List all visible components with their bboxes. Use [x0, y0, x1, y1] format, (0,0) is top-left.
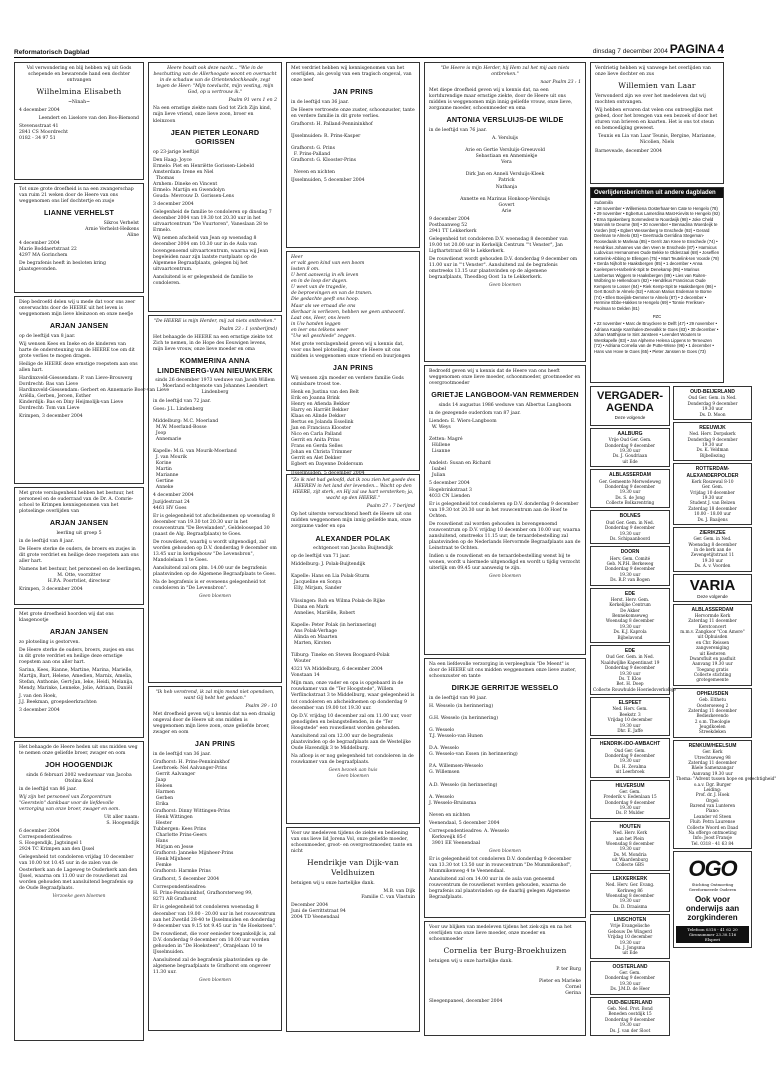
ogo-logo: OGO	[688, 856, 737, 881]
agenda-details: Herv. Gem. Comité Geb. N.P.H. Berkeweg Donderdag 9 december 19.30 uur Ds. R.P. van Bogen	[604, 555, 656, 583]
agenda-details: Oud Ger. Gem. in Ned. Donderdag 9 december 19.30 uur Ds. D. Moon	[687, 395, 738, 417]
agenda-place: REEUWIJK	[699, 424, 726, 431]
column-3	[286, 62, 420, 1042]
agenda-place: ALBLASSERDAM	[609, 472, 651, 479]
agenda-place: BOLNES	[619, 513, 641, 520]
agenda-place: HENDRIK-IDO-AMBACHT	[599, 741, 661, 748]
page-number: 4	[717, 42, 724, 56]
obituary-antonia-versluijs: "De Heere is mijn Herder, hij Hem zal het mij aan niets ontbreken." naar Psalm 23 : 1 Met diepe droefheid geven wij u kennis dat, na een kortdurendige maar ernstige ziekte, door de Heere uit ons midden is weggenomen mijn innig geliefde vrouw, onze lieve, zorgzame moeder, schoonmoeder en oma ANTONIA VERSLUIJS-DE WILDE in de leeftijd van 76 jaar. A. Versluijs Arie en Gertie Versluijs-Greeuvold Sebastiaan en Annemiekje Vera Dirk Jan en Anneli Versluijs-Kleek Patrick Nathanja Annette en Marinus Honkoop-Versluijs Govert Arie 9 december 2004 Postbaanweg 52 2941 TT Lekkerkerk Gelegenheid tot condoleren D.V. woensdag 8 december van 19.00 tot 20.00 uur in Kerkelijk Centrum "'t Venster", Jan Ligthartstraat 68 te Lekkerkerk. De rouwdienst wordt gehouden D.V. donderdag 9 december om 11.00 uur in "'t Venster". Aansluitend zal de begrafenis omstreeks 13.15 uur plaatsvinden op de algemene begraafplaats, Theodbog Oost 1a te Lekkerkerk. Geen bloemen	[424, 62, 586, 362]
agenda-entry	[590, 997, 670, 1036]
ogo-advertisement: OGO Stichting Ontmoeting Gereformeerde Ouderen Ook voor onderwijs aan zorgkinderen Telefoon 0318 - 41 62 20 Gironummer 23.30.116 Elspeet	[673, 851, 752, 948]
dateline: dinsdag 7 december 2004 PAGINA 4	[592, 42, 724, 56]
obituary-arjan-jansen-1: Diep bedroefd delen wij u mede dat voor ons zeer onverwachts door de HEERE uit het leven is weggenomen mijn lieve kleinzoon en onze neefje ARJAN JANSEN op de leeftijd van 8 jaar. Wij wensen Kees en Ineke en de kinderen van harte de ondersteuning van de HEERE toe om dit grote verlies te mogen dragen. Heilige de HEERE deze ernstige roepstem aan ons allen hart. Hardinxveld-Giessendam: P. van Lieve-Brouwerg Dordrecht: Bas van Lieve Hardinxveld-Giessendam: Gerbert en Annemarie Boer-van Lieve Ariëlla, Gerben, Jeroen, Esther Kinderdijk: Bas en Diny Heijmolijk-van Lieve Dordrecht: Tom van Lieve Krimpen, 3 december 2004	[14, 296, 144, 484]
agenda-place: EDE	[624, 647, 636, 654]
obituary-jan-prins-family: "Ik heb verotrend, ik zal mijn mond niet opendoen, want Gij hebt het gedaan." Psalm 39 : 10 Met droefheid geven wij u kennis dat na een draaiig ongeval door de Heere uit ons midden is weggenomen mijn lieve zoon, onze geliefde broer, zwager en oom JAN PRINS in de leeftijd van 36 jaar. Grafhorst: H. Prins-Pennininkhof Leerbroek: Nel Aalvanger-Prins Gerrit Aalvanger Jaap Heleen Harmen Gerben Erika Grafhorst: Dinny Wittingen-Prins Henk Wittingen Hester Tubbergen: Kees Prins Charlotte Prins-Geers Hans Mirjam en Jesse Grafhorst: Janneke Mijnheer-Prins Henk Mijnheer Femke Grafhorst: Harmke Prins Grafhorst, 5 december 2004 Correspondentieadres: H. Prins-Pennininkhof, Grafhorsterweg 99, 8271 AB Grafhorst Er is gelegenheid tot condoleren woensdag 8 december van 19.00 - 20.00 uur in het rouwcentrum aan het Zwetild 28-40 te IJsselmuiden en donderdag 9 december van 9.15 tot 9.45 uur in "de Hoeksteen". De rouwdienst, die voor eenieder toegankelijk is, zal D.V. donderdag 9 december om 10.00 uur worden gehouden in "De Hoeksteen", Oranjelaan 10 te IJsselmuiden. Aansluitend zal de begrafenis plaatsvinden op de algemene begraafplaats te Grafhorst om ongeveer 11.30 uur. Geen bloemen	[148, 686, 282, 1031]
agenda-place: OOSTERLAND	[612, 963, 648, 970]
obituaries-other-papers: Overlijdensberichten uit andere dagbladen Subamilia • 28 november • Willemiena Oosterhaar-ten Cate te Hengelo (78) • 29 november • Egbertus Lamerdina Mast-Kievits te Hengelo (92) • Erna Spakenberg Sommedest te Noordwijk (98) • Joke Cheld Mannink te Deurne (58) • 30 november • Bennadina Woerdeijk te Vorden (83) • Egbert Wessenberg te Enschede (92) • Gerard Deelman te Almelo (83) • Geertruida Gerridina Stegeman-Roosedaals te Marleaa (85) • Gerrit Jan Knee te Enschede (74) • Hendrikus Johannes van den Veen te Enschede (87) • Harmicus Ludovicus Hernanomes Oude Bekke te Oldenzaal (68) • Joseffien Ketterink-Abbing te Ellengen (75) • Mart Teutelink-ten Voorde (78) • Gerda Nijholt te Haaksbergen (85) • 1 december • Anna Koelenpers-Harberink-Spit te Denekamp (95) • Marinus Lambertus Wiggers te Haaksbergen (89) • Lies van Ruiten-Wolbring te Hellendoorn (82) • Hendrikus Franciscus Oude Kempers te Losser (84) • Riek Kemp-Spit te Haaksbergen (86) • Gert Bosch te Almelo (52) • Antoon Marius Endeman te Borne (74) • Ellen Boeijink-Demmer te Almelo (87) • 2 december • Hermine Ebbe-Hakkes te Hengelo (69) • Tonnie Freriksen-Poolman te Delden (81) PZC • 22 november • Marc de Bruyckere te Delft (47) • 29 november • Adriana Kaatje Karnhalen-Zeevalkk te Goes (83) • 30 december • Johan Matthijsse te Sint Jansteen • Leendert Wouters te Westkapelle (83) • Jan Alpheme Helena Lippens te Terneuzen (72) • Adriana Cornelia van de Putte-Wisse (96) • 1 december • Hans van Hove te Goes (65) • Pieter Janssen te Goes (73)	[590, 187, 724, 383]
thanks-hendrikje-van-dijk: Voor uw medeleven tijdens de ziekte en bediening van ons lieve lid Jorena Vol, onze geliefde moeder, schoonmoeder, groot- en overgrootmoeder, tante en nicht Hendrikje van Dijk-van Veldhuizen betuigen wij u onze hartelijke dank. M.B. van Dijk Familie C. van Vlastuin December 2004 Juni de Gerrittstraat 94 2004 TD Veenendaal	[286, 827, 420, 1032]
agenda-entry	[673, 604, 752, 686]
agenda-details: Ger. Kerk Utrechtseweg 98 Zaterdag 11 december Bäele Samenzangar Aanvang 19.30 uur Thema: "Advent tussen hope en gerechtigheid" o.a.v. Dgr. Burger Leiding: Prof. dr. J. Hoek Orgel: Barend van Lunteren Piano: Leander vd Steen Fluit: Petra Laurense Collecte Woord en Daad Na offergo ontmoeting Info: Joost Fransje Tel. 0318 - 41 63 84	[676, 749, 776, 846]
obituary-dirkje-wesselo: Na een liefdevolle verzorging in verpleeghuis "De Meent" is door de HEERE uit ons midden weggenomen onze lieve zuster, schoonzuster en tante DIRKJE GERRITJE WESSELO in de leeftijd van 90 jaar. H. Wesselo (in herinnering) G.H. Wesselo (in herinnering) G. Wesselo T.J. Wesselo-van Hunen D.A. Wesselo G. Wesselo-van Essen (in herinnering) P.A. Willemsen-Wesselo G. Willemsen A.D. Wesselo (in herinnering) A. Wesselo J. Wesselo-Bruinsma Neven en nichten Veenendaal, 5 december 2004 Correspondentieadres: A. Wesselo Kerkweijk 85-f 3901 EE Veenendaal Geen bloemen Er is gelegenheid tot condoleren D.V. donderdag 9 december van 13.30 tot 13.50 uur in rouwcentrum "De Mummikenhof", Mummikenweg 4 te Veenendaal. Aansluitend zal om 14.00 uur in de aula van genoemd rouwcentrum de rouwdienst worden gehouden, waarna de begrafenis zal plaatsvinden op de daarbij gelegen Algemene Begraafplaats.	[424, 658, 586, 918]
agenda-place: RENKUM/HEELSUM	[688, 742, 737, 749]
agenda-details: Herst. Herv. Gem. Kerkelijke Centrum De Akker Bennekomseweg Woensdag 8 december 19.30 uur Ds. K.J. Kaprola Bijbelavond	[605, 596, 655, 640]
agenda-details: Hervormde Kerk Zaterdag 11 december Kerstconcert m.m.v. Zangkoor "Con Amore" uit Ophuisden en Chr. Reissen zangvereniging uit Kesteren Dwarsfluit en pasfluit Aanvang 19.30 uur Toegang gratis Collecte stichting grotegemeente	[680, 612, 745, 683]
agenda-entry	[590, 961, 670, 995]
agenda-details: Oud Ger. Gem. Donderdag 9 december 19.30 uur Ds. H. Zevalma uit Leerbroek	[604, 747, 656, 775]
thanks-willemien-van-laar: Verdrietig hebben wij vanwege het overlijden van onze lieve dochter en zus Willemien van Laar Verwonderd zijn we over het medeleven dat wij mochten ontvangen. Wij hebben ervaren dat velen ons ontroeglijks met gebed, door het brengen van een bezoek of door het sturen van brieven en kaarten. Het is ons tot steun en bemoediging geweest. Teunis en Lia van Laar Teunis, Bergine, Marianne, Nicolien, Niels Barneveade, december 2004	[590, 62, 724, 184]
agenda-entry	[590, 428, 670, 467]
agenda-place: HOUTEN	[619, 823, 641, 830]
obituary-joh-hoogendijk: Het behaagde de Heere heden uit ons midden weg te nemen onze geliefde broer, zwager en oom JOH HOOGENDIJK sinds 6 februari 2002 weduwnaar van Jacoba Otolina Kool in de leeftijd van 86 jaar. Wij zijn het personeel van Zorgcentrum "Geerstein" dankbaar voor de liefdevolle verzorging van onze broer, zwager en oom. Uit aller naam: S. Hoogendijk 6 december 2004 Correspondentieadres: S. Hoogendijk, Jagtsingel 1 2924 TC Krimpen aan den IJssel Gelegenheid tot condoleren vrijdag 10 december van 10.00 tot 10.45 uur in de zalen van de Oosterkerk aan de Lageweg te Ouderkerk aan den IJssel, waarna om 11.00 uur de rouwdienst zal worden gehouden met aansluitend begrafenis op de Oude Begraafplaats. Verzoeke geen bloemen	[14, 741, 144, 1041]
agenda-title: VERGADER-AGENDA Deze volgende	[590, 386, 670, 426]
thanks-cornelia-ter-burg: Voor uw blijken van medeleven tijdens het ziek-zijn en na het overlijden van onze lieve moeder, onze moeder en schoonmoeder Cornelia ter Burg-Broekhuizen betuigen wij u onze hartelijke dank. P. ter Burg Pieter en Marieke Cornel Gerina Sleegenpaneel, december 2004	[424, 921, 586, 1036]
agenda-place: AALBURG	[617, 430, 643, 437]
obituary-jean-gorissen: Heere houdt ook deze nacht... "Wie in de beschutting van de Allerhoogste woont en overnacht in de schaduw van de Orientendochkeade, zegt tegen de Heer: "Mijn toevlucht, mijn vesting, mijn God, op u vertrouw ik." Psalm 91 vers 1 en 2 Na een ernstige ziekte nam God tot Zich Zijn kind, mijn lieve vriend, onze lieve zoon, broer en kleinzoon JEAN PIETER LEONARD GORISSEN op 23-jarige leeftijd Den Haag: Joyce Ermelo: Piet en Henriëtte Gorissen-Liebeld Amsterdam: Irene en Niel Thomas Arnhem: Dineke en Vincent Ermelo: Martijn en Gwendolyn Gouda: Mevrouw D. Gorissen-Lens 3 december 2004 Gelegenheid de familie te condoleren op dinsdag 7 december 2004 van 19.30 tot 20.30 uur in het uitvaartcentrum "De Vuurtoren", Vaneslaan 28 te Ermelo. Wij nemen afscheid van Jean op woensdag 8 december 2004 om 10.30 uur in de Aula van bovengenoemd uitvaartcentrum, waarna wij Jean begeleiden naar zijn laatste rustplaats op de Algemene Begraafplaats, gelegen bij het uitvaartcentrum. Aansluitend is er gelegenheid de familie te condoleren.	[148, 62, 282, 312]
obituary-arjan-jansen-3: Met grote droefheid hoorden wij dat ons klasgenootje ARJAN JANSEN zo plotseling is gestorven. De Heere sterke de ouders, broers, zusjes en ons in dit grote verdriet en heilige deze ernstige roepstem aan ons aller hart. Sarina, Kees, Rianne, Martine, Marina, Marielle, Martijn, Bart, Helene, Amedien, Marnix, Amelia, Stefan, Anthonie, Gert-Jan, Ieke, Heidi, Melanija, Mendy, Marinke, Lenneke, Jolie, Adriaan, Daniël J. van den Hoek, J.J. Beekman, groepsleerkrachten 3 december 2004	[14, 608, 144, 738]
birth-announcement: Vol verwondering en blij hebben wij uit Gods schepende en bewarende hand een dochter ontvangen Wilhelmina Elisabeth ~Ninah~ 4 december 2004 Leendert en Liselore van den Bos-Biemond Stevensstraat 41 2841 CS Moordrecht 0182 - 34 97 51	[14, 62, 144, 180]
child-name: Wilhelmina Elisabeth	[36, 87, 122, 97]
obituary-kommerina-lindenberg: "De HEERE is mijn Herder, mij zal niets ontbreken." Psalm 23 : 1 (onberijmd) Het behaagde de HEERE na een ernstige ziekte tot Zich te nemen, in de Hope des Eeuwigen levens, mijn lieve vrouw, onze lieve moeder en oma KOMMERINA ANNA LINDENBERG-VAN NIEUWKERK sinds 26 december 1973 weduwe van Jacob Willem Moerland echtgenote van Johannes Leendert Lindenberg in de leeftijd van 72 jaar. Goes: J.L. Lindenberg Middelburg: M.C. Moerland M.W. Moerland-Bosse Joop Annemarie Kapelle: M.G. van Mourik-Moerland J. van Mourik Korine Martin Marianne Gertine Anneke 4 december 2004 Juzijdestraat 24 4461 HV Goes Er is gelegenheid tot afscheidnemen op woensdag 8 december van 19.30 tot 20.30 uur in het rouwcentrum "De Bevelanden", Geldeloosepad 30 (naast de Alg. Begraafplaats) te Goes. De rouwdienst, waarbij u wordt uitgenodigd, zal worden gehouden op D.V. donderdag 9 december om 13.45 uur in kerkgebouw "De Levensbron", Mandolelaan 1 te Goes. Aansluitend zal om plm. 14.00 uur de begrafenis plaatsvinden op de Algemene Begraafplaats te Goes. Na de begrafenis is er eveneens gelegenheid tot condoleren in "De Levensbron". Geen bloemen	[148, 315, 282, 683]
agenda-details: Ned. Herv. Kerk aan het Plein Woensdag 8 december 19.30 uur Ds. M. Mondria uit Waardenburg Collecte GBS	[605, 830, 655, 868]
meeting-agenda	[590, 386, 776, 1038]
agenda-place: OUD-BEIJERLAND	[607, 999, 653, 1006]
agenda-place: LINSCHOTEN	[613, 917, 647, 924]
agenda-place: OUD-BEIJERLAND	[690, 389, 735, 395]
agenda-entry	[590, 821, 670, 871]
obituary-arjan-jansen-2: Met grote verslagenheid hebben het bestuur, het personeel en de ouderraad van de Dr. A. Comrie-school te Krimpen kennisgenomen van het plotselinge overlijden van ARJAN JANSEN leerling uit groep 5 in de leeftijd van 8 jaar. De Heere sterke de ouders, de broers en zusjes in dit grote verdriet en heilige deze roepstem aan ons aller hart. Namens het bestuur, het personeel en de leerlingen, M. Otte, voorzitter H.P.A. Poortvliet, directeur Krimpen, 3 december 2004	[14, 487, 144, 605]
agenda-entry	[673, 386, 752, 420]
agenda-details: Ger. Gem. Donderdag 9 december 19.30 uur Ds. J.M.D. de Heer	[604, 970, 656, 992]
obituary-alexander-polak: "Zo ik niet had geloofd, dat ik zou zien het goede des HEEREN in het land der levenden... Wacht op den HEERE, zijt sterk, en Hij zal uw hart versterken; ja, wacht op den HEERE." Psalm 27 : 7 berijmd Op het uiterste verwachtend heeft de Heere uit ons midden weggenomen mijn innig geliefde man, onze zorgzame vader en opa ALEXANDER POLAK echtgenoot van Jacoba Buijtendijk op de leeftijd van 71 jaar. Middelburg: J. Polak-Buijtendijk Kapelle: Hans en Lia Polak-Sturm Jacqueline en Sonya Elly, Mirjam, Sander Vlissingen: Rob en Wilma Polak-de Rijke Diana en Mark Annelies, Mariëlle, Robert Kapelle: Peter Polak (in herinnering) Ans Polak-Verhage Alinda en Maarten Marten, Kirsten Tilburg: Tineke en Steven Boogaard-Polak Wouter 4321 VA Middelburg, 6 december 2004 Vonstaan 14 Mijn man, onze vader en opa is opgebaard in de rouwkamer van de "Ter Hoogstede", Willem Verflinckstraat 3 te Middelburg, waar gelegenheid is tot condoleren en afscheidnemen op donderdag 9 december van 19.00 tot 19.30 uur. Op D.V. vrijdag 10 december zal om 11.00 uur, voor genodigden en belangstellenden, in de "Ter Hoogstede" een rouwdienst worden gehouden. Aansluitend zal om 12.00 uur de begrafenis plaatsvinden op de begraafplaats aan de Westelijke Oude Havendijk 3 te Middelburg. Na afloop is er nog gelegenheid tot condoleren in de rouwkamer van de begraafplaats. Geen bezoek aan huis Geen bloemen	[286, 474, 420, 824]
agenda-details: Ned. Herv. Ger. Evang. Kerkweg 86 Woensdag 8 december 19.30 uur Ds. D. Draaisma	[605, 882, 655, 909]
agenda-entry	[673, 527, 752, 572]
column-1	[14, 62, 170, 1042]
agenda-place: HILVERSUM	[615, 782, 645, 789]
agenda-entry	[590, 510, 670, 544]
column-2	[148, 62, 282, 1042]
agenda-details: Geb. Ned. Prot. Bond Beneden oostdijk 15 Donderdag 9 december 19.30 uur Ds. J. van der Sloot	[604, 1006, 656, 1033]
column-4	[424, 62, 586, 1042]
agenda-place: EDE	[624, 590, 636, 597]
agenda-details: Vrije Evangelische Gebouw De Wingerd Vrijdag 10 december 19.30 uur Ds. J. Jongsma uit Ede	[607, 923, 653, 956]
brand-name: Reformatorisch Dagblad	[14, 49, 90, 56]
agenda-details: Ger. Gemeente Merwedeweg Donderdag 9 december 19.30 uur Ds. S. de Jong Collecte Bolkarentring	[599, 478, 661, 506]
agenda-entry	[590, 469, 670, 508]
agenda-entry	[673, 740, 776, 849]
masthead	[14, 42, 724, 58]
obituary-lianne-verhelst: Tot onze grote droefheid is na een zwangerschap van ruim 21 weken door de Heere van ons weggenomen ons lief dochtertje en zusje LIANNE VERHELST Sikros Verhelst Arnie Verhelst-Heikens Aline 4 december 2004 Marie Boddaertstraat 22 4297 MA Gorinchem De begrafenis heeft in besloten kring plaatsgevonden.	[14, 183, 144, 293]
agenda-place: ROTTERDAM-ALEXANDERPOLDER	[686, 466, 739, 479]
agenda-details: Ger. Gem. in Ned. Woensdag 8 december in de kerk aan de Zevengetijtstraat 11 19.30 uur Ds. A. v. Voorden	[688, 536, 737, 569]
agenda-details: Oud Ger. Gem. in Ned. Naaldwijlke Kapentinast 19 Donderdag 9 december 19.30 uur Ds. T. Kloo Bet. H. Doep Collecte Rouwhulde Hoeriedsverkoloje	[593, 654, 676, 692]
agenda-entry	[590, 697, 670, 736]
agenda-entry	[673, 422, 752, 461]
agenda-entry	[673, 688, 752, 738]
agenda-entry	[590, 546, 670, 585]
agenda-details: Ned. Herv. Gem. Beekstr. 3 Vrijdag 10 december 19.30 uur Dhr. E. Jaffe	[607, 706, 653, 733]
agenda-place: ELSPEET	[618, 700, 642, 706]
agenda-details: Kerk Roszewal 8-10 Ger. Gem. Vrijdag 10 december 19.30 uur Student J. van Belzen Zaterdag 18 december 10.00 - 18.00 uur Ds. J. Baaijens	[688, 478, 737, 522]
agenda-entry	[590, 645, 676, 695]
agenda-details: Vrije Oud Ger. Gem. Donderdag 9 december 19.30 uur Ds. J. Goudriaan uit Ede	[604, 437, 656, 464]
obituary-grietje-langboom: Bedroefd geven wij u kennis dat de Heere van ons heeft weggenomen onze lieve moeder, schoonmoeder, grootmoeder en overgrootmoeder GRIETJE LANGBOOM-VAN REMMERDEN sinds 14 augustus 1986 weduwe van Albertus Langboom in de gezegende ouderdom van 87 jaar. Lienden: E. Wiers-Langboom W. Weys Zetten: Magré Hüllene Lisanne Andelst: Susan en Richard Isabel Julian 5 december 2004 Hogebrinkstraat 3 4033 CN Lienden Er is gelegenheid tot condoleren op D.V. donderdag 9 december van 19.30 tot 20.30 uur in het rouwcentrum aan de Hoef te Ochten. De rouwdienst zal worden gehouden in bovengenoemd rouwcentrum op D.V. vrijdag 10 december om 10.00 uur, waarna aansluitend, omstreeks 11.15 uur, de teraardebestelling zal plaatsvinden op de Nederlands Hervormde Begraafplaats aan de Leinstraat te Ochten. Indien u de rouwdienst en de teraardebestelling wenst bij te wonen, wordt u hiermede uitgenodigd en wordt u tijdig verzocht uiterlijk om 09.45 uur aanwezig te zijn. Geen bloemen	[424, 365, 586, 655]
agenda-place: LEKKERKERK	[612, 875, 648, 882]
agenda-details: Geb. Elthetu Oosterseweg 2 Zaterdag 11 december Bediezkevendo 2 o.m. Theologie Jeugdkoelen Streekdeken	[688, 697, 737, 735]
agenda-entry	[590, 780, 670, 819]
agenda-entry	[590, 588, 670, 643]
agenda-details: Oud Ger. Gem. in Ned. Donderdag 9 december 19.30 uur Ds. Schipaanboord	[604, 519, 656, 541]
agenda-place: DOORN	[620, 549, 640, 556]
agenda-details: Ned. Herv. Dorpskerk Donderdag 9 december 19.30 uur Ds. K. Veldman Bijbellezing	[687, 431, 738, 458]
agenda-place: ZIERIKZEE	[699, 529, 726, 536]
agenda-details: Ger. Gem. Frederik v. Eedenlaan 15 Donderdag 9 december 19.30 uur Ds. P. Mulder	[603, 788, 657, 816]
agenda-place: ALBLASSERDAM	[691, 606, 734, 613]
agenda-entry	[590, 873, 670, 912]
agenda-entry	[673, 463, 752, 525]
obituary-jan-prins-relatives: Met verdriet hebben wij kennisgenomen van het overlijden, als gevolg van een tragisch ongeval, van onze neef JAN PRINS in de leeftijd van 36 jaar. De Heere vertroeste onze zuster, schoonzuster, tante en verdere familie in dit grote verlies. Grafhorst: H. Palland-Pennininkhof IJsselmuiden: R. Prins-Kasper Grafhorst: G. Prins F. Prins-Palland Grafhorst: G. Klooster-Prins Neven en nichten IJsselmuiden, 5 december 2004	[286, 62, 420, 248]
agenda-entry	[590, 738, 670, 777]
obituary-jan-prins-friends: Heer er valt geen kind van een boom losten 8 om. U bent aanwezig in elk leven en in de loop der dagen. U weet van de tragedie, de beproevingen en van de tranen. Die gedachte geeft ons hoop. Maar als we ernaad die ons dierbaar is verliezen, hebben we geen antwoord. Laat ons, Heer, ons leven in Uw handen leggen en leer ons telkens weer "Uw wil geschiede" zeggen. Met grote verslagenheid geven wij u kennis dat, voor ons heel plotseling, door de Heere uit ons midden is weggenomen onze vriend en buurjongen JAN PRINS Wij wensen zijn moeder en verdere familie Gods onmisbare troost toe. Henk en Justina van den Belt Erik en Joanna Brink Henry en Afienda Bekker Harry en Harriët Bekker Klaas en Alinde Dekker Bertus en Jolanda Esselink Jan en Francisca Klooster Nico en Carla Palland Gerrit en Anita Prins Frans en Gerda Selles Johan en Christa Trimmer Gerrit en Alet Dekker Egbert en Dayenne Doldersum IJsselmuiden, 5 december 2004	[286, 251, 420, 471]
column-5	[590, 62, 776, 1042]
varia-title: VARIA Deze volgende	[673, 574, 752, 602]
agenda-entry	[590, 914, 670, 959]
agenda-place: OPHEUSDEN	[696, 690, 729, 697]
